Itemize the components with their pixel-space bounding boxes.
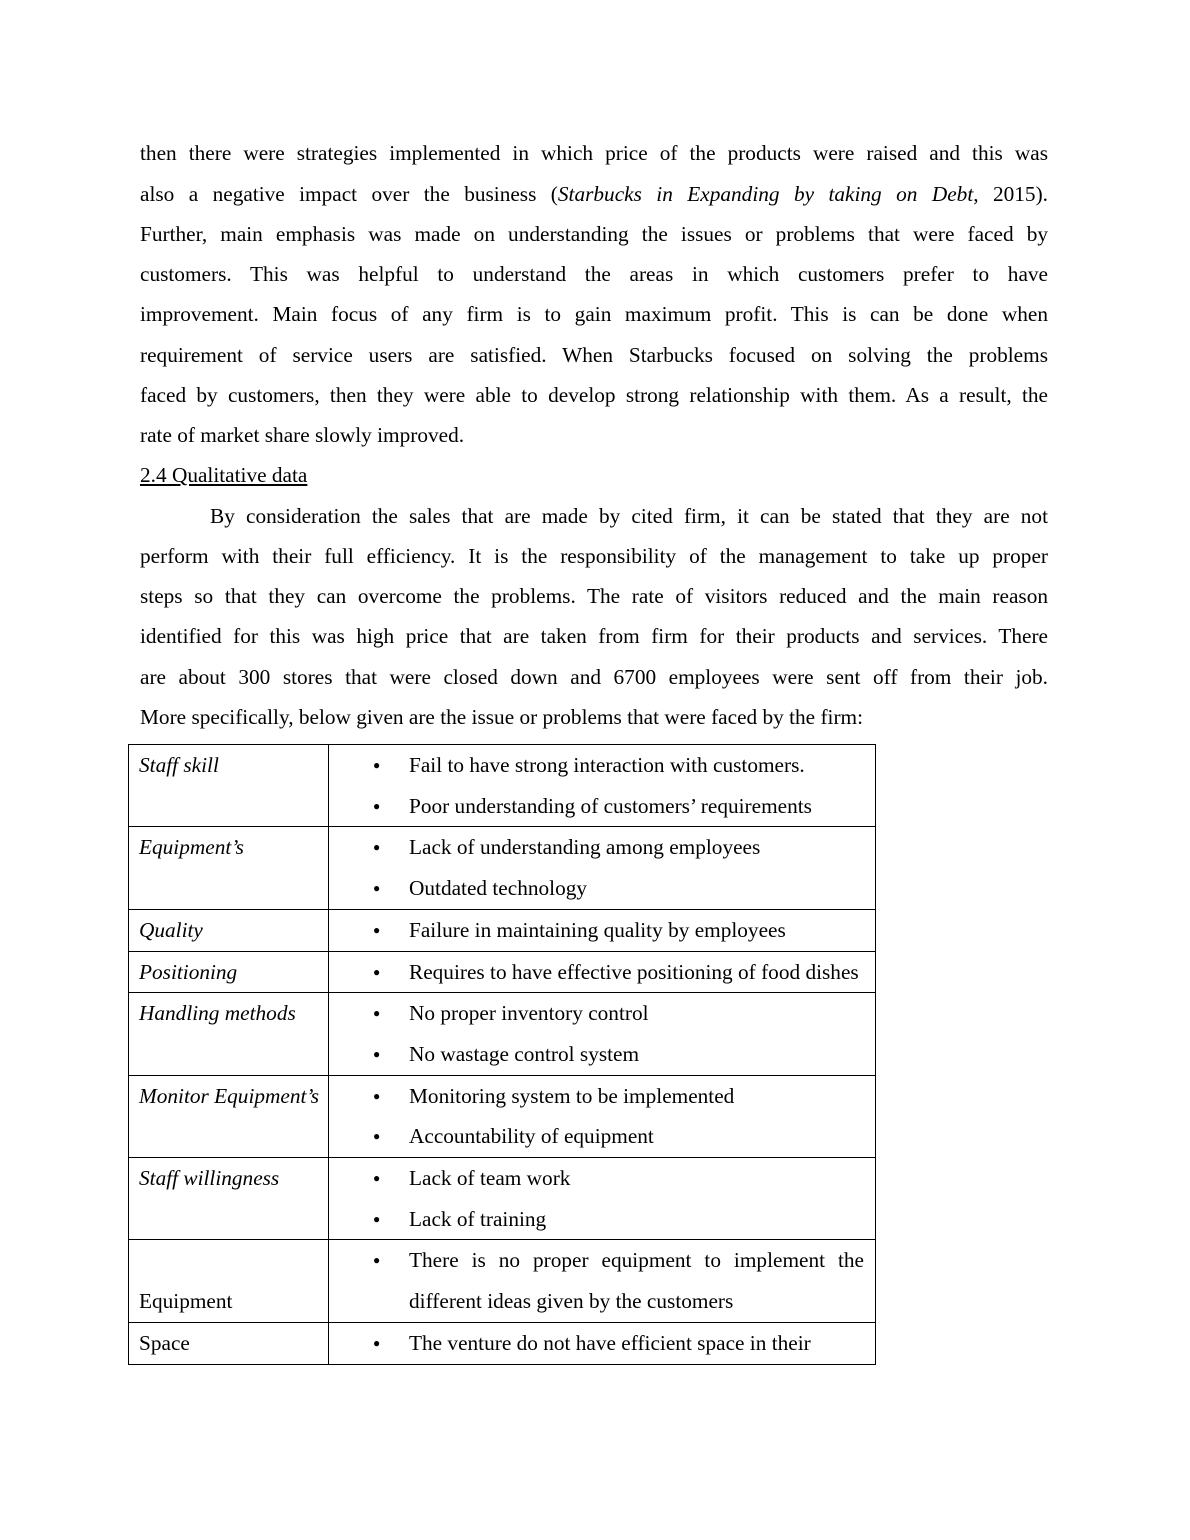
text-line: More specifically, below given are the issue or problems that were faced by the firm:	[140, 705, 864, 729]
issue-text: Requires to have effective positioning of food dishes	[409, 959, 859, 984]
bullet-icon: ●	[373, 1046, 381, 1061]
issue-text: There is no proper equipment to implement the different ideas given by the customers	[409, 1248, 864, 1314]
issue-text: Lack of team work	[409, 1166, 571, 1191]
issues-cell	[329, 827, 876, 909]
text-line: perform with their full efficiency. It is the responsibility of the management to take up proper	[140, 544, 1048, 568]
issues-cell	[329, 1075, 876, 1157]
list-item	[329, 1158, 875, 1199]
bullet-icon: ●	[373, 1253, 381, 1268]
issue-text: Fail to have strong interaction with customers.	[409, 753, 805, 777]
list-item	[329, 1076, 875, 1117]
text-line	[140, 174, 1048, 214]
text-line: steps so that they can overcome the problems. The rate of visitors reduced and the main reason	[140, 584, 1048, 608]
list-item	[329, 1323, 875, 1364]
bullet-icon: ●	[373, 1335, 381, 1350]
issue-text: Failure in maintaining quality by employees	[409, 917, 786, 942]
text-line: identified for this was high price that are taken from firm for their products and services. There	[140, 624, 1048, 648]
list-item	[329, 1240, 875, 1321]
issue-text: Lack of training	[409, 1206, 547, 1231]
text-line: are about 300 stores that were closed down and 6700 employees were sent off from their job.	[140, 665, 1048, 689]
issues-cell	[329, 993, 876, 1075]
issue-list	[329, 1076, 875, 1157]
text-line: rate of market share slowly improved.	[140, 423, 465, 447]
table-row	[129, 1075, 876, 1157]
category-cell: Quality	[129, 909, 329, 951]
text-line: By consideration the sales that are made by cited firm, it can be stated that they are not	[210, 504, 1048, 528]
issues-cell	[329, 1158, 876, 1240]
bullet-icon: ●	[373, 1129, 381, 1144]
category-cell: Equipment	[129, 1240, 329, 1322]
bullet-icon: ●	[373, 1088, 381, 1103]
issues-cell	[329, 909, 876, 951]
issue-text: The venture do not have efficient space in their	[409, 1330, 811, 1355]
list-item	[329, 993, 875, 1034]
issue-text: No proper inventory control	[409, 1001, 649, 1026]
issue-list	[329, 1240, 875, 1321]
list-item	[329, 952, 875, 993]
text-segment: also a negative impact over the business (	[140, 182, 558, 206]
list-item	[329, 1199, 875, 1240]
citation-title: Starbucks in Expanding by taking on Debt	[557, 182, 974, 206]
bullet-icon: ●	[373, 758, 381, 772]
issue-text: Poor understanding of customers’ requirements	[409, 793, 812, 818]
issue-list	[329, 827, 875, 908]
issues-cell	[329, 1322, 876, 1364]
list-item	[329, 868, 875, 909]
list-item	[329, 745, 875, 786]
table-row	[129, 951, 876, 993]
text-line: faced by customers, then they were able to develop strong relationship with them. As a result, the	[140, 383, 1048, 407]
category-cell: Staff skill	[129, 745, 329, 827]
bullet-icon: ●	[373, 881, 381, 896]
text-line: Further, main emphasis was made on understanding the issues or problems that were faced by	[140, 222, 1048, 246]
category-cell: Positioning	[129, 951, 329, 993]
list-item	[329, 827, 875, 868]
issue-text: No wastage control system	[409, 1041, 640, 1066]
category-cell: Monitor Equipment’s	[129, 1075, 329, 1157]
text-line: improvement. Main focus of any firm is to gain maximum profit. This is can be done when	[140, 302, 1048, 326]
bullet-icon: ●	[373, 1211, 381, 1226]
category-cell: Handling methods	[129, 993, 329, 1075]
issue-list	[329, 952, 875, 993]
issue-list	[329, 910, 875, 951]
issue-text: Outdated technology	[409, 876, 588, 901]
bullet-icon: ●	[373, 840, 381, 855]
issues-table	[128, 744, 876, 1365]
category-cell: Staff willingness	[129, 1158, 329, 1240]
table-row	[129, 827, 876, 909]
table-row	[129, 1240, 876, 1322]
table-row	[129, 1322, 876, 1364]
list-item	[329, 910, 875, 951]
table-row	[129, 993, 876, 1075]
bullet-icon: ●	[373, 1171, 381, 1186]
issue-list	[329, 993, 875, 1074]
text-segment: , 2015).	[973, 182, 1048, 206]
list-item	[329, 1116, 875, 1157]
issue-text: Lack of understanding among employees	[409, 835, 761, 860]
text-line: then there were strategies implemented in which price of the products were raised and this was	[140, 141, 1048, 165]
text-line: requirement of service users are satisfied. When Starbucks focused on solving the problems	[140, 343, 1048, 367]
bullet-icon: ●	[373, 922, 381, 937]
issue-list	[329, 1323, 875, 1364]
issue-text: Accountability of equipment	[409, 1124, 654, 1149]
issue-text: Monitoring system to be implemented	[409, 1083, 735, 1108]
bullet-icon: ●	[373, 798, 381, 813]
text-line: customers. This was helpful to understand the areas in which customers prefer to have	[140, 262, 1048, 286]
issues-cell	[329, 1240, 876, 1322]
category-cell: Space	[129, 1322, 329, 1364]
bullet-icon: ●	[373, 1006, 381, 1021]
issue-list	[329, 1158, 875, 1239]
bullet-icon: ●	[373, 964, 381, 979]
table-row	[129, 745, 876, 827]
category-cell: Equipment’s	[129, 827, 329, 909]
list-item	[329, 786, 875, 827]
section-heading: 2.4 Qualitative data	[140, 463, 308, 487]
table-row	[129, 909, 876, 951]
issues-cell	[329, 745, 876, 827]
list-item	[329, 1034, 875, 1075]
table-row	[129, 1158, 876, 1240]
issue-list	[329, 745, 875, 826]
issues-cell	[329, 951, 876, 993]
